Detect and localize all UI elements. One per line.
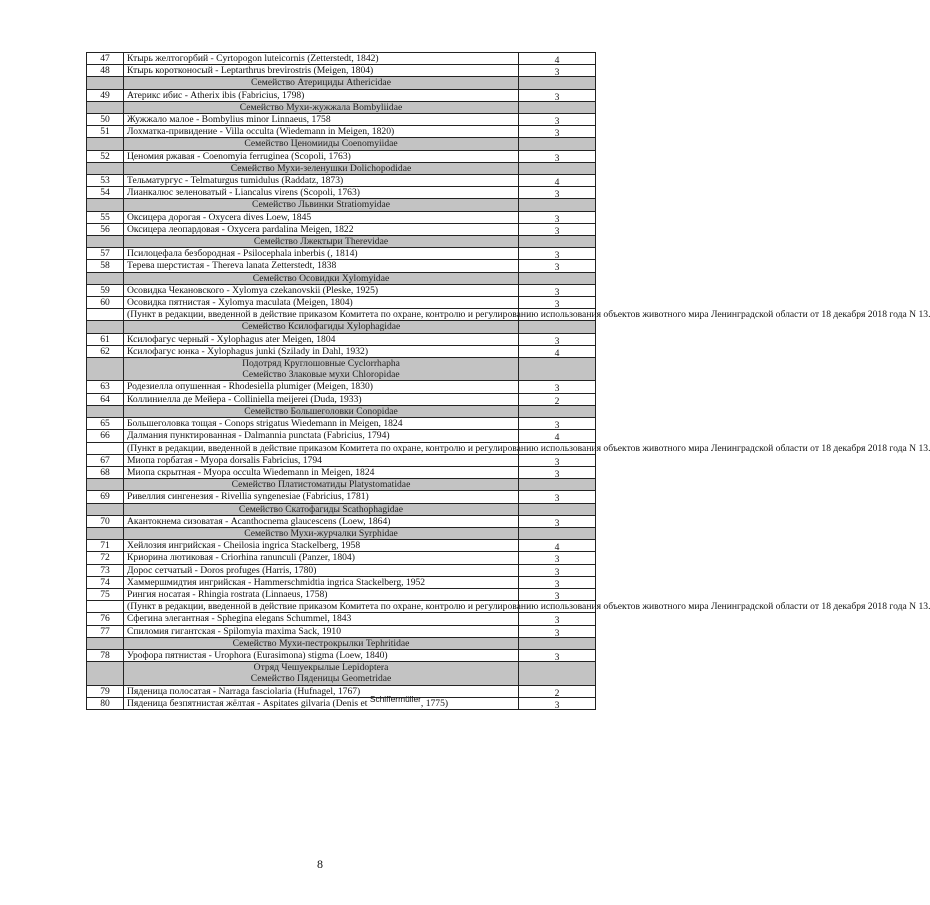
header-empty-cell xyxy=(519,162,596,174)
category-cell xyxy=(519,223,596,235)
category-cell xyxy=(519,114,596,126)
species-row xyxy=(87,333,596,345)
species-table xyxy=(86,52,930,711)
species-row xyxy=(87,588,596,600)
species-name: Пяденица полосатая - Narraga fasciolaria (Hufnagel, 1767) xyxy=(124,685,519,697)
family-header-row xyxy=(87,199,596,211)
row-number: 70 xyxy=(87,515,124,527)
species-name: Ценомия ржавая - Coenomyia ferruginea (Scopoli, 1763) xyxy=(124,150,519,162)
header-empty-cell xyxy=(519,405,596,417)
row-number: 71 xyxy=(87,540,124,552)
header-empty-cell xyxy=(519,138,596,150)
species-row xyxy=(87,297,596,309)
species-row xyxy=(87,381,596,393)
species-name: Большеголовка тощая - Conops strigatus Wiedemann in Meigen, 1824 xyxy=(124,418,519,430)
header-empty-cell xyxy=(519,637,596,649)
species-row xyxy=(87,466,596,478)
family-header: Семейство Ксилофагиды Xylophagidae xyxy=(124,321,519,333)
family-header: Семейство Мухи-журчалки Syrphidae xyxy=(124,527,519,539)
category-cell xyxy=(519,491,596,503)
taxon-header xyxy=(124,662,519,685)
species-name: Ктырь желтогорбий - Cyrtopogon luteicornis (Zetterstedt, 1842) xyxy=(124,53,519,65)
header-empty-cell xyxy=(87,358,124,381)
category-cell xyxy=(519,381,596,393)
category-value: 3 xyxy=(554,213,560,225)
row-number: 59 xyxy=(87,284,124,296)
taxon-header xyxy=(124,358,519,381)
species-name: Дорос сетчатый - Doros profuges (Harris, 1780) xyxy=(124,564,519,576)
row-number: 65 xyxy=(87,418,124,430)
species-row xyxy=(87,284,596,296)
header-empty-cell xyxy=(519,199,596,211)
species-row xyxy=(87,491,596,503)
header-empty-cell xyxy=(87,272,124,284)
amendment-note: (Пункт в редакции, введенной в действие приказом Комитета по охране, контролю и регулированию использования объектов животного мира Ленинградской области от 18 декабря 2018 года N 13. xyxy=(124,601,519,613)
species-row xyxy=(87,150,596,162)
page-number: 8 xyxy=(317,857,323,871)
row-number: 53 xyxy=(87,175,124,187)
species-row xyxy=(87,223,596,235)
species-name: Криорина лютиковая - Criorhina ranunculi (Panzer, 1804) xyxy=(124,552,519,564)
category-cell xyxy=(519,248,596,260)
category-value: 3 xyxy=(554,225,560,237)
species-row xyxy=(87,248,596,260)
species-name: Ксилофагус юнка - Xylophagus junki (Szilady in Dahl, 1932) xyxy=(124,345,519,357)
row-number: 66 xyxy=(87,430,124,442)
row-number: 67 xyxy=(87,454,124,466)
species-row xyxy=(87,65,596,77)
amendment-note: (Пункт в редакции, введенной в действие приказом Комитета по охране, контролю и регулированию использования объектов животного мира Ленинградской области от 18 декабря 2018 года N 13. xyxy=(124,442,519,454)
category-value: 4 xyxy=(554,177,560,189)
category-cell xyxy=(519,284,596,296)
species-name: Лианкалюс зеленоватый - Liancalus virens (Scopoli, 1763) xyxy=(124,187,519,199)
family-header-row xyxy=(87,101,596,113)
species-name: Осовидка пятнистая - Xylomya maculata (Meigen, 1804) xyxy=(124,297,519,309)
species-row xyxy=(87,126,596,138)
category-value: 3 xyxy=(554,578,560,590)
row-number: 73 xyxy=(87,564,124,576)
row-number: 77 xyxy=(87,625,124,637)
header-empty-cell xyxy=(87,77,124,89)
row-number: 50 xyxy=(87,114,124,126)
species-name xyxy=(124,693,519,709)
family-header: Семейство Платистоматиды Platystomatidae xyxy=(124,479,519,491)
family-header-row xyxy=(87,479,596,491)
row-number: 55 xyxy=(87,211,124,223)
family-header: Семейство Большеголовки Conopidae xyxy=(124,405,519,417)
amendment-note: (Пункт в редакции, введенной в действие приказом Комитета по охране, контролю и регулированию использования объектов животного мира Ленинградской области от 18 декабря 2018 года N 13. xyxy=(124,309,519,321)
category-value: 3 xyxy=(554,468,560,480)
row-number: 57 xyxy=(87,248,124,260)
header-empty-cell xyxy=(519,77,596,89)
species-table-body xyxy=(87,53,930,711)
header-empty-cell xyxy=(87,527,124,539)
row-number: 52 xyxy=(87,150,124,162)
species-name: Хаммершмидтия ингрийская - Hammerschmidtia ingrica Stackelberg, 1952 xyxy=(124,576,519,588)
header-empty-cell xyxy=(87,236,124,248)
category-cell xyxy=(519,697,596,709)
order-header-label: Подотряд Круглошовные Cyclorrhapha xyxy=(242,358,400,370)
species-row xyxy=(87,454,596,466)
family-header-row xyxy=(87,321,596,333)
header-empty-cell xyxy=(87,405,124,417)
row-number: 58 xyxy=(87,260,124,272)
category-cell xyxy=(519,625,596,637)
header-empty-cell xyxy=(519,236,596,248)
category-cell xyxy=(519,685,596,697)
species-row xyxy=(87,564,596,576)
header-empty-cell xyxy=(87,321,124,333)
category-cell xyxy=(519,515,596,527)
species-row xyxy=(87,53,596,65)
header-empty-cell xyxy=(87,637,124,649)
header-empty-cell xyxy=(519,358,596,381)
category-value: 3 xyxy=(554,383,560,395)
row-number: 69 xyxy=(87,491,124,503)
category-value: 3 xyxy=(554,67,560,79)
row-number: 49 xyxy=(87,89,124,101)
family-header: Семейство Лжектыри Therevidae xyxy=(124,236,519,248)
header-empty-cell xyxy=(519,662,596,685)
species-name: Сфегина элегантная - Sphegina elegans Schummel, 1843 xyxy=(124,613,519,625)
category-value: 4 xyxy=(554,347,560,359)
header-empty-cell xyxy=(87,662,124,685)
taxon-header-row xyxy=(87,662,596,685)
species-author-superscript: Schiffermüller xyxy=(369,693,421,704)
category-cell xyxy=(519,454,596,466)
species-name: Ксилофагус черный - Xylophagus ater Meigen, 1804 xyxy=(124,333,519,345)
row-number: 68 xyxy=(87,466,124,478)
category-value: 4 xyxy=(554,55,560,66)
note-empty-cell xyxy=(87,309,124,321)
family-header-row xyxy=(87,637,596,649)
row-number: 51 xyxy=(87,126,124,138)
species-row xyxy=(87,89,596,101)
species-row xyxy=(87,114,596,126)
row-number: 61 xyxy=(87,333,124,345)
category-cell xyxy=(519,53,596,65)
species-name: Лохматка-привидение - Villa occulta (Wiedemann in Meigen, 1820) xyxy=(124,126,519,138)
category-value: 3 xyxy=(554,554,560,566)
category-cell xyxy=(519,552,596,564)
category-cell xyxy=(519,260,596,272)
category-cell xyxy=(519,418,596,430)
species-row xyxy=(87,613,596,625)
category-value: 4 xyxy=(554,542,560,554)
category-cell xyxy=(519,89,596,101)
category-value: 3 xyxy=(554,286,560,298)
family-header-row xyxy=(87,236,596,248)
family-header: Семейство Львинки Stratiomyidae xyxy=(124,199,519,211)
category-cell xyxy=(519,430,596,442)
species-row xyxy=(87,260,596,272)
family-header: Семейство Осовидки Xylomyidae xyxy=(124,272,519,284)
header-empty-cell xyxy=(519,479,596,491)
family-header: Семейство Мухи-жужжала Bombyliidae xyxy=(124,101,519,113)
species-name: Спиломия гигантская - Spilomyia maxima Sack, 1910 xyxy=(124,625,519,637)
category-cell xyxy=(519,187,596,199)
header-empty-cell xyxy=(519,503,596,515)
species-row xyxy=(87,552,596,564)
row-number: 54 xyxy=(87,187,124,199)
category-value: 3 xyxy=(554,189,560,201)
species-name: Атерикс ибис - Atherix ibis (Fabricius, 1798) xyxy=(124,89,519,101)
header-empty-cell xyxy=(87,101,124,113)
species-row xyxy=(87,211,596,223)
category-value: 3 xyxy=(554,420,560,432)
species-name: Ктырь коротконосый - Leptarthrus brevirostris (Meigen, 1804) xyxy=(124,65,519,77)
species-row xyxy=(87,515,596,527)
species-name: Псилоцефала безбородная - Psilocephala inberbis (, 1814) xyxy=(124,248,519,260)
family-header-row xyxy=(87,405,596,417)
category-cell xyxy=(519,126,596,138)
header-empty-cell xyxy=(519,101,596,113)
row-number: 64 xyxy=(87,393,124,405)
category-cell xyxy=(519,649,596,661)
row-number: 75 xyxy=(87,588,124,600)
category-value: 3 xyxy=(554,91,560,103)
row-number: 48 xyxy=(87,65,124,77)
species-name: Ривеллия сингенезия - Rivellia syngenesiae (Fabricius, 1781) xyxy=(124,491,519,503)
family-header: Семейство Ценомииды Coenomyiidae xyxy=(124,138,519,150)
category-value: 3 xyxy=(554,250,560,262)
header-empty-cell xyxy=(87,138,124,150)
category-value: 3 xyxy=(554,262,560,274)
row-number: 79 xyxy=(87,685,124,697)
category-cell xyxy=(519,297,596,309)
category-value: 3 xyxy=(554,627,560,639)
family-header-row xyxy=(87,272,596,284)
species-row xyxy=(87,576,596,588)
species-row xyxy=(87,540,596,552)
category-value: 3 xyxy=(554,590,560,602)
species-row xyxy=(87,187,596,199)
row-number: 63 xyxy=(87,381,124,393)
species-row xyxy=(87,625,596,637)
species-name-tail: , 1775) xyxy=(420,697,449,709)
family-header-row xyxy=(87,527,596,539)
category-cell xyxy=(519,564,596,576)
row-number: 56 xyxy=(87,223,124,235)
family-header: Семейство Мухи-зеленушки Dolichopodidae xyxy=(124,162,519,174)
header-empty-cell xyxy=(519,527,596,539)
row-number: 72 xyxy=(87,552,124,564)
species-row xyxy=(87,685,596,697)
species-name: Далмания пунктированная - Dalmannia punctata (Fabricius, 1794) xyxy=(124,430,519,442)
category-value: 3 xyxy=(554,615,560,627)
category-value: 3 xyxy=(554,517,560,529)
family-header: Семейство Мухи-пестрокрылки Tephritidae xyxy=(124,637,519,649)
species-name: Оксицера дорогая - Oxycera dives Loew, 1845 xyxy=(124,211,519,223)
species-row xyxy=(87,345,596,357)
family-header: Семейство Скатофагиды Scathophagidae xyxy=(124,503,519,515)
order-header-label: Отряд Чешуекрылые Lepidoptera xyxy=(253,662,389,674)
header-empty-cell xyxy=(519,272,596,284)
species-name: Хейлозия ингрийская - Cheilosia ingrica Stackelberg, 1958 xyxy=(124,540,519,552)
category-value: 3 xyxy=(554,299,560,311)
category-value: 4 xyxy=(554,432,560,444)
category-cell xyxy=(519,393,596,405)
species-name: Терева шерстистая - Thereva lanata Zetterstedt, 1838 xyxy=(124,260,519,272)
category-cell xyxy=(519,333,596,345)
species-name: Миопа скрытная - Myopa occulta Wiedemann in Meigen, 1824 xyxy=(124,466,519,478)
category-value: 3 xyxy=(554,152,560,164)
species-name-main: Пяденица безпятнистая жёлтая - Aspitates gilvaria (Denis et xyxy=(127,697,370,709)
species-row xyxy=(87,418,596,430)
species-name: Миопа горбатая - Myopa dorsalis Fabricius, 1794 xyxy=(124,454,519,466)
category-cell xyxy=(519,65,596,77)
category-value: 3 xyxy=(554,456,560,468)
note-empty-cell xyxy=(87,442,124,454)
note-empty-cell xyxy=(87,601,124,613)
header-empty-cell xyxy=(87,162,124,174)
family-header-row xyxy=(87,77,596,89)
amendment-note-row xyxy=(87,601,596,613)
species-name: Акантокнема сизоватая - Acanthocnema glaucescens (Loew, 1864) xyxy=(124,515,519,527)
row-number: 47 xyxy=(87,53,124,65)
family-header-row xyxy=(87,162,596,174)
category-value: 3 xyxy=(554,335,560,347)
species-row xyxy=(87,697,596,709)
species-row xyxy=(87,649,596,661)
amendment-note-row xyxy=(87,309,596,321)
row-number: 76 xyxy=(87,613,124,625)
species-name: Жужжало малое - Bombylius minor Linnaeus, 1758 xyxy=(124,114,519,126)
category-value: 2 xyxy=(554,687,560,699)
row-number: 60 xyxy=(87,297,124,309)
category-cell xyxy=(519,466,596,478)
species-name: Коллиниелла де Мейера - Colliniella meijerei (Duda, 1933) xyxy=(124,393,519,405)
header-empty-cell xyxy=(87,199,124,211)
family-header-row xyxy=(87,138,596,150)
species-name: Урофора пятнистая - Urophora (Eurasimona) stigma (Loew, 1840) xyxy=(124,649,519,661)
category-value: 3 xyxy=(554,566,560,578)
category-cell xyxy=(519,588,596,600)
category-value: 2 xyxy=(554,395,560,407)
category-cell xyxy=(519,576,596,588)
row-number: 62 xyxy=(87,345,124,357)
row-number: 80 xyxy=(87,697,124,709)
category-cell xyxy=(519,345,596,357)
header-empty-cell xyxy=(87,503,124,515)
category-cell xyxy=(519,211,596,223)
header-empty-cell xyxy=(87,479,124,491)
category-value: 3 xyxy=(554,699,560,711)
category-cell xyxy=(519,150,596,162)
species-name: Осовидка Чекановского - Xylomya czekanovskii (Pleske, 1925) xyxy=(124,284,519,296)
category-value: 3 xyxy=(554,116,560,128)
family-header-row xyxy=(87,503,596,515)
taxon-header-row xyxy=(87,358,596,381)
row-number: 74 xyxy=(87,576,124,588)
species-name: Тельматургус - Telmaturgus tumidulus (Raddatz, 1873) xyxy=(124,175,519,187)
category-cell xyxy=(519,613,596,625)
amendment-note-row xyxy=(87,442,596,454)
category-value: 3 xyxy=(554,128,560,140)
species-name: Рингия носатая - Rhingia rostrata (Linnaeus, 1758) xyxy=(124,588,519,600)
species-row xyxy=(87,175,596,187)
species-name: Оксицера леопардовая - Oxycera pardalina Meigen, 1822 xyxy=(124,223,519,235)
family-header-label: Семейство Пяденицы Geometridae xyxy=(250,673,392,685)
row-number: 78 xyxy=(87,649,124,661)
species-name: Родезиелла опушенная - Rhodesiella plumiger (Meigen, 1830) xyxy=(124,381,519,393)
category-cell xyxy=(519,540,596,552)
family-header: Семейство Атерициды Athericidae xyxy=(124,77,519,89)
category-value: 3 xyxy=(554,493,560,505)
species-row xyxy=(87,393,596,405)
category-value: 3 xyxy=(554,651,560,663)
family-header-label: Семейство Злаковые мухи Chloropidae xyxy=(242,369,400,381)
species-row xyxy=(87,430,596,442)
category-cell xyxy=(519,175,596,187)
header-empty-cell xyxy=(519,321,596,333)
